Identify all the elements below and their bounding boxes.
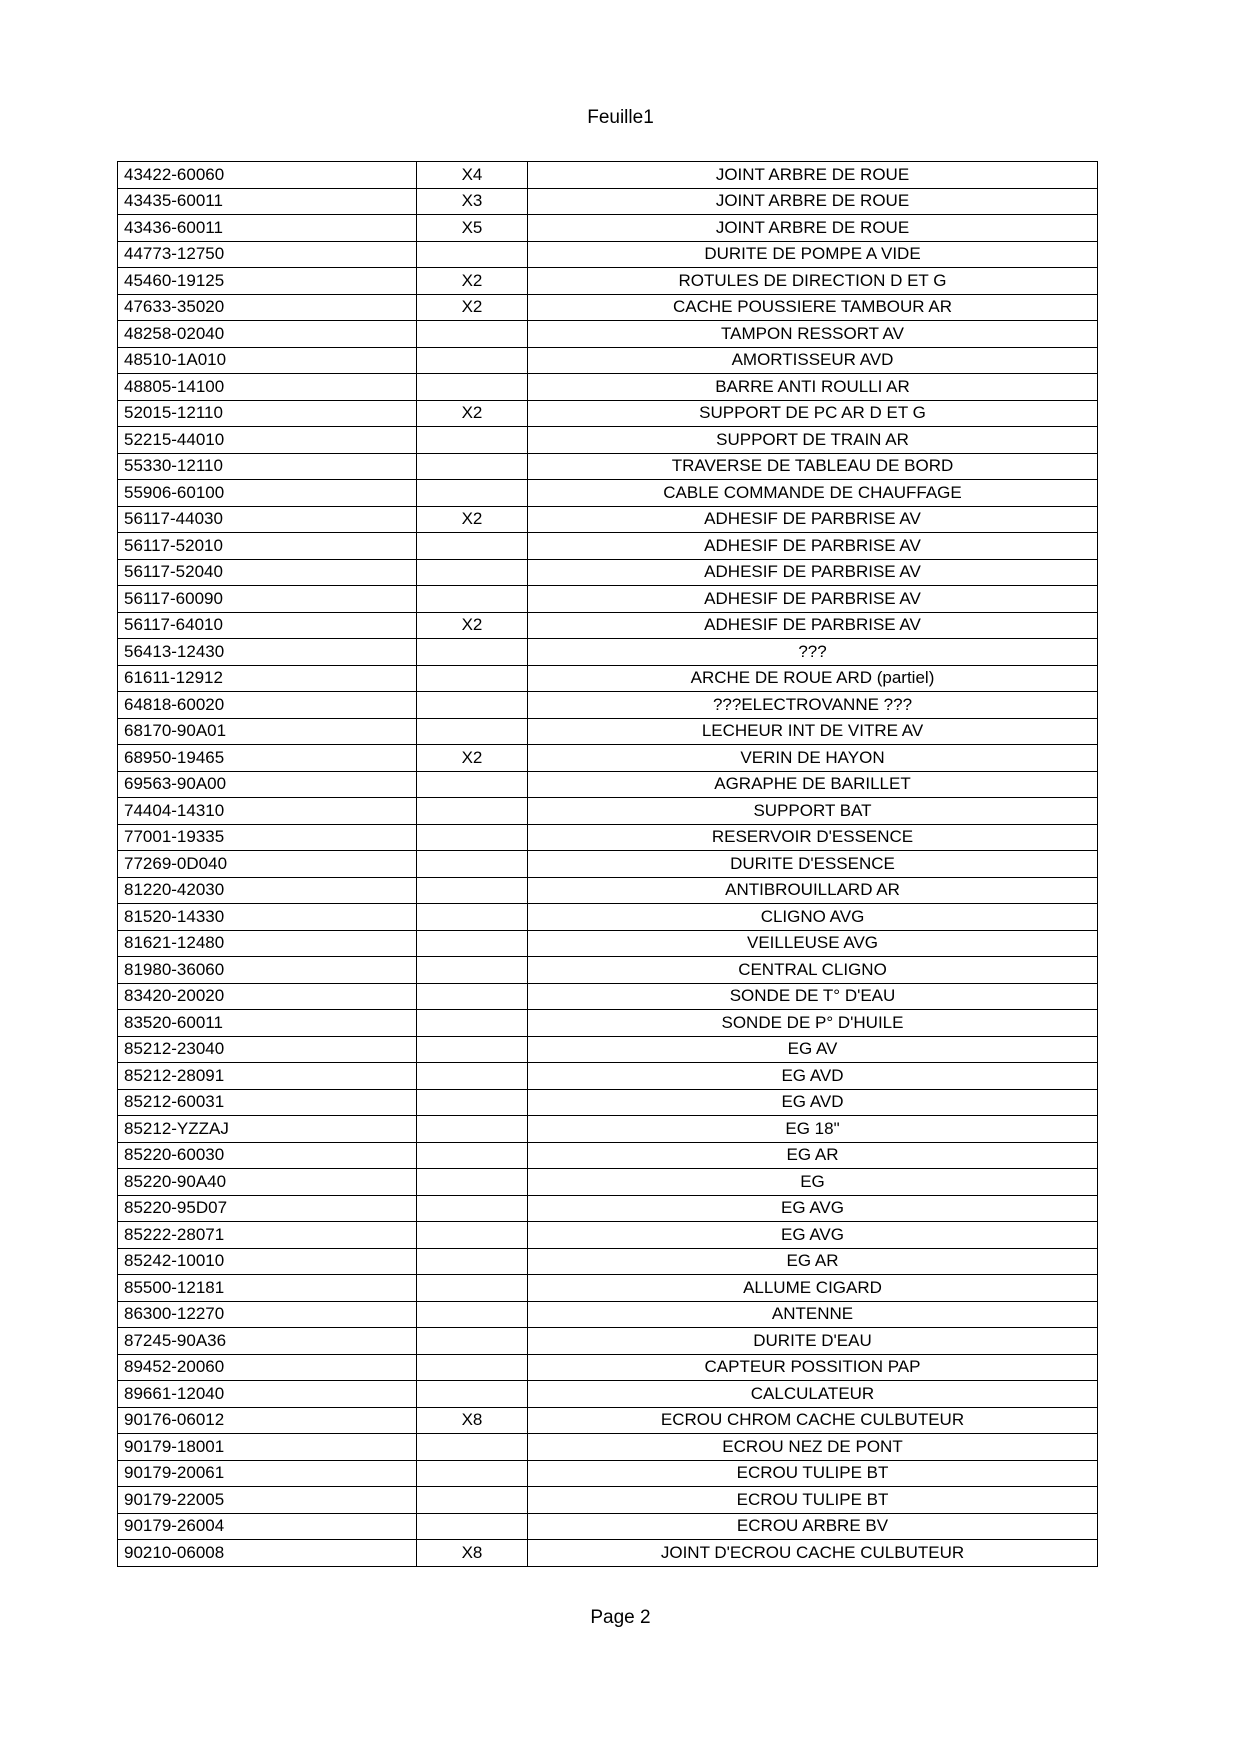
part-number-cell: 52015-12110 [118,400,417,427]
part-number-cell: 86300-12270 [118,1301,417,1328]
quantity-cell: X2 [417,745,528,772]
table-row [118,1275,1098,1302]
description-cell: EG AVG [528,1222,1098,1249]
description-cell: CABLE COMMANDE DE CHAUFFAGE [528,480,1098,507]
part-number-cell: 90176-06012 [118,1407,417,1434]
table-row [118,957,1098,984]
description-cell: SONDE DE P° D'HUILE [528,1010,1098,1037]
description-cell: EG AV [528,1036,1098,1063]
quantity-cell [417,1222,528,1249]
quantity-cell [417,771,528,798]
part-number-cell: 85212-28091 [118,1063,417,1090]
quantity-cell [417,1487,528,1514]
description-cell: ADHESIF DE PARBRISE AV [528,533,1098,560]
quantity-cell [417,374,528,401]
part-number-cell: 55906-60100 [118,480,417,507]
table-row [118,665,1098,692]
quantity-cell [417,1381,528,1408]
table-row [118,639,1098,666]
table-row [118,506,1098,533]
part-number-cell: 56117-52010 [118,533,417,560]
quantity-cell [417,665,528,692]
quantity-cell: X2 [417,268,528,295]
part-number-cell: 90179-26004 [118,1513,417,1540]
table-row [118,533,1098,560]
quantity-cell [417,1169,528,1196]
part-number-cell: 56117-44030 [118,506,417,533]
part-number-cell: 87245-90A36 [118,1328,417,1355]
quantity-cell [417,1142,528,1169]
part-number-cell: 56117-60090 [118,586,417,613]
description-cell: ADHESIF DE PARBRISE AV [528,586,1098,613]
quantity-cell [417,533,528,560]
table-row [118,1540,1098,1567]
table-row [118,480,1098,507]
quantity-cell [417,904,528,931]
description-cell: JOINT ARBRE DE ROUE [528,162,1098,189]
table-row [118,241,1098,268]
description-cell: EG AVD [528,1063,1098,1090]
description-cell: DURITE DE POMPE A VIDE [528,241,1098,268]
table-row [118,1063,1098,1090]
table-row [118,771,1098,798]
table-row [118,877,1098,904]
part-number-cell: 90210-06008 [118,1540,417,1567]
part-number-cell: 43436-60011 [118,215,417,242]
quantity-cell: X4 [417,162,528,189]
table-row [118,1301,1098,1328]
part-number-cell: 68950-19465 [118,745,417,772]
table-row [118,1169,1098,1196]
part-number-cell: 48805-14100 [118,374,417,401]
description-cell: AMORTISSEUR AVD [528,347,1098,374]
quantity-cell [417,1063,528,1090]
description-cell: CACHE POUSSIERE TAMBOUR AR [528,294,1098,321]
description-cell: ADHESIF DE PARBRISE AV [528,612,1098,639]
quantity-cell [417,1248,528,1275]
table-row [118,321,1098,348]
description-cell: CLIGNO AVG [528,904,1098,931]
part-number-cell: 85220-90A40 [118,1169,417,1196]
quantity-cell: X5 [417,215,528,242]
part-number-cell: 45460-19125 [118,268,417,295]
table-row [118,1116,1098,1143]
table-row [118,1381,1098,1408]
part-number-cell: 89661-12040 [118,1381,417,1408]
part-number-cell: 77001-19335 [118,824,417,851]
quantity-cell: X2 [417,612,528,639]
part-number-cell: 85500-12181 [118,1275,417,1302]
description-cell: ECROU NEZ DE PONT [528,1434,1098,1461]
quantity-cell [417,453,528,480]
page-number: Page 2 [590,1607,651,1628]
description-cell: SUPPORT DE TRAIN AR [528,427,1098,454]
description-cell: ECROU TULIPE BT [528,1487,1098,1514]
quantity-cell [417,347,528,374]
table-row [118,453,1098,480]
description-cell: CAPTEUR POSSITION PAP [528,1354,1098,1381]
table-row [118,1142,1098,1169]
description-cell: EG AR [528,1248,1098,1275]
part-number-cell: 52215-44010 [118,427,417,454]
part-number-cell: 48258-02040 [118,321,417,348]
table-row [118,1487,1098,1514]
quantity-cell [417,1328,528,1355]
description-cell: EG [528,1169,1098,1196]
description-cell: ANTIBROUILLARD AR [528,877,1098,904]
quantity-cell [417,930,528,957]
table-row [118,983,1098,1010]
quantity-cell [417,851,528,878]
description-cell: VEILLEUSE AVG [528,930,1098,957]
part-number-cell: 77269-0D040 [118,851,417,878]
quantity-cell: X2 [417,506,528,533]
description-cell: SONDE DE T° D'EAU [528,983,1098,1010]
description-cell: JOINT ARBRE DE ROUE [528,215,1098,242]
table-row [118,1010,1098,1037]
quantity-cell [417,877,528,904]
description-cell: JOINT ARBRE DE ROUE [528,188,1098,215]
description-cell: LECHEUR INT DE VITRE AV [528,718,1098,745]
part-number-cell: 85242-10010 [118,1248,417,1275]
part-number-cell: 74404-14310 [118,798,417,825]
table-row [118,162,1098,189]
table-row [118,798,1098,825]
part-number-cell: 85212-YZZAJ [118,1116,417,1143]
description-cell: BARRE ANTI ROULLI AR [528,374,1098,401]
part-number-cell: 47633-35020 [118,294,417,321]
description-cell: EG AVG [528,1195,1098,1222]
table-row [118,851,1098,878]
part-number-cell: 68170-90A01 [118,718,417,745]
quantity-cell: X2 [417,400,528,427]
part-number-cell: 85220-60030 [118,1142,417,1169]
quantity-cell [417,1275,528,1302]
part-number-cell: 90179-18001 [118,1434,417,1461]
description-cell: ROTULES DE DIRECTION D ET G [528,268,1098,295]
description-cell: EG 18" [528,1116,1098,1143]
description-cell: ANTENNE [528,1301,1098,1328]
table-row [118,215,1098,242]
part-number-cell: 55330-12110 [118,453,417,480]
quantity-cell [417,1010,528,1037]
part-number-cell: 81520-14330 [118,904,417,931]
quantity-cell [417,798,528,825]
part-number-cell: 43422-60060 [118,162,417,189]
table-row [118,1328,1098,1355]
part-number-cell: 85212-60031 [118,1089,417,1116]
description-cell: DURITE D'EAU [528,1328,1098,1355]
description-cell: JOINT D'ECROU CACHE CULBUTEUR [528,1540,1098,1567]
quantity-cell: X8 [417,1540,528,1567]
table-row [118,559,1098,586]
description-cell: ALLUME CIGARD [528,1275,1098,1302]
part-number-cell: 81621-12480 [118,930,417,957]
table-row [118,1248,1098,1275]
description-cell: ECROU ARBRE BV [528,1513,1098,1540]
quantity-cell [417,692,528,719]
quantity-cell: X3 [417,188,528,215]
table-row [118,1513,1098,1540]
part-number-cell: 56413-12430 [118,639,417,666]
quantity-cell [417,1513,528,1540]
quantity-cell [417,1354,528,1381]
table-row [118,188,1098,215]
part-number-cell: 56117-52040 [118,559,417,586]
table-row [118,612,1098,639]
description-cell: ADHESIF DE PARBRISE AV [528,559,1098,586]
description-cell: CENTRAL CLIGNO [528,957,1098,984]
description-cell: ARCHE DE ROUE ARD (partiel) [528,665,1098,692]
part-number-cell: 81980-36060 [118,957,417,984]
table-row [118,294,1098,321]
table-row [118,718,1098,745]
part-number-cell: 56117-64010 [118,612,417,639]
part-number-cell: 85222-28071 [118,1222,417,1249]
quantity-cell [417,1036,528,1063]
description-cell: ???ELECTROVANNE ??? [528,692,1098,719]
description-cell: TRAVERSE DE TABLEAU DE BORD [528,453,1098,480]
parts-table-body [118,162,1098,1567]
table-row [118,1195,1098,1222]
description-cell: ??? [528,639,1098,666]
table-row [118,1036,1098,1063]
part-number-cell: 69563-90A00 [118,771,417,798]
table-row [118,400,1098,427]
quantity-cell [417,1195,528,1222]
table-row [118,1089,1098,1116]
quantity-cell [417,1460,528,1487]
description-cell: TAMPON RESSORT AV [528,321,1098,348]
table-row [118,1460,1098,1487]
part-number-cell: 89452-20060 [118,1354,417,1381]
quantity-cell [417,1089,528,1116]
quantity-cell [417,586,528,613]
table-row [118,374,1098,401]
quantity-cell [417,241,528,268]
table-row [118,586,1098,613]
table-row [118,347,1098,374]
table-row [118,824,1098,851]
table-row [118,904,1098,931]
quantity-cell [417,321,528,348]
part-number-cell: 85220-95D07 [118,1195,417,1222]
description-cell: EG AVD [528,1089,1098,1116]
part-number-cell: 90179-20061 [118,1460,417,1487]
quantity-cell [417,480,528,507]
part-number-cell: 81220-42030 [118,877,417,904]
description-cell: AGRAPHE DE BARILLET [528,771,1098,798]
quantity-cell [417,957,528,984]
quantity-cell: X2 [417,294,528,321]
table-row [118,1354,1098,1381]
parts-table [117,161,1098,1567]
part-number-cell: 64818-60020 [118,692,417,719]
quantity-cell [417,718,528,745]
description-cell: DURITE D'ESSENCE [528,851,1098,878]
description-cell: SUPPORT BAT [528,798,1098,825]
description-cell: ECROU CHROM CACHE CULBUTEUR [528,1407,1098,1434]
table-row [118,745,1098,772]
quantity-cell [417,983,528,1010]
description-cell: SUPPORT DE PC AR D ET G [528,400,1098,427]
part-number-cell: 48510-1A010 [118,347,417,374]
part-number-cell: 61611-12912 [118,665,417,692]
description-cell: VERIN DE HAYON [528,745,1098,772]
sheet-title: Feuille1 [587,107,654,128]
description-cell: RESERVOIR D'ESSENCE [528,824,1098,851]
description-cell: ECROU TULIPE BT [528,1460,1098,1487]
table-row [118,1407,1098,1434]
table-row [118,427,1098,454]
quantity-cell [417,1434,528,1461]
table-row [118,1434,1098,1461]
part-number-cell: 83520-60011 [118,1010,417,1037]
part-number-cell: 90179-22005 [118,1487,417,1514]
quantity-cell [417,427,528,454]
table-row [118,930,1098,957]
part-number-cell: 85212-23040 [118,1036,417,1063]
quantity-cell [417,1301,528,1328]
quantity-cell [417,1116,528,1143]
quantity-cell: X8 [417,1407,528,1434]
part-number-cell: 44773-12750 [118,241,417,268]
description-cell: ADHESIF DE PARBRISE AV [528,506,1098,533]
description-cell: EG AR [528,1142,1098,1169]
table-row [118,268,1098,295]
description-cell: CALCULATEUR [528,1381,1098,1408]
quantity-cell [417,824,528,851]
part-number-cell: 43435-60011 [118,188,417,215]
part-number-cell: 83420-20020 [118,983,417,1010]
table-row [118,692,1098,719]
table-row [118,1222,1098,1249]
quantity-cell [417,559,528,586]
quantity-cell [417,639,528,666]
